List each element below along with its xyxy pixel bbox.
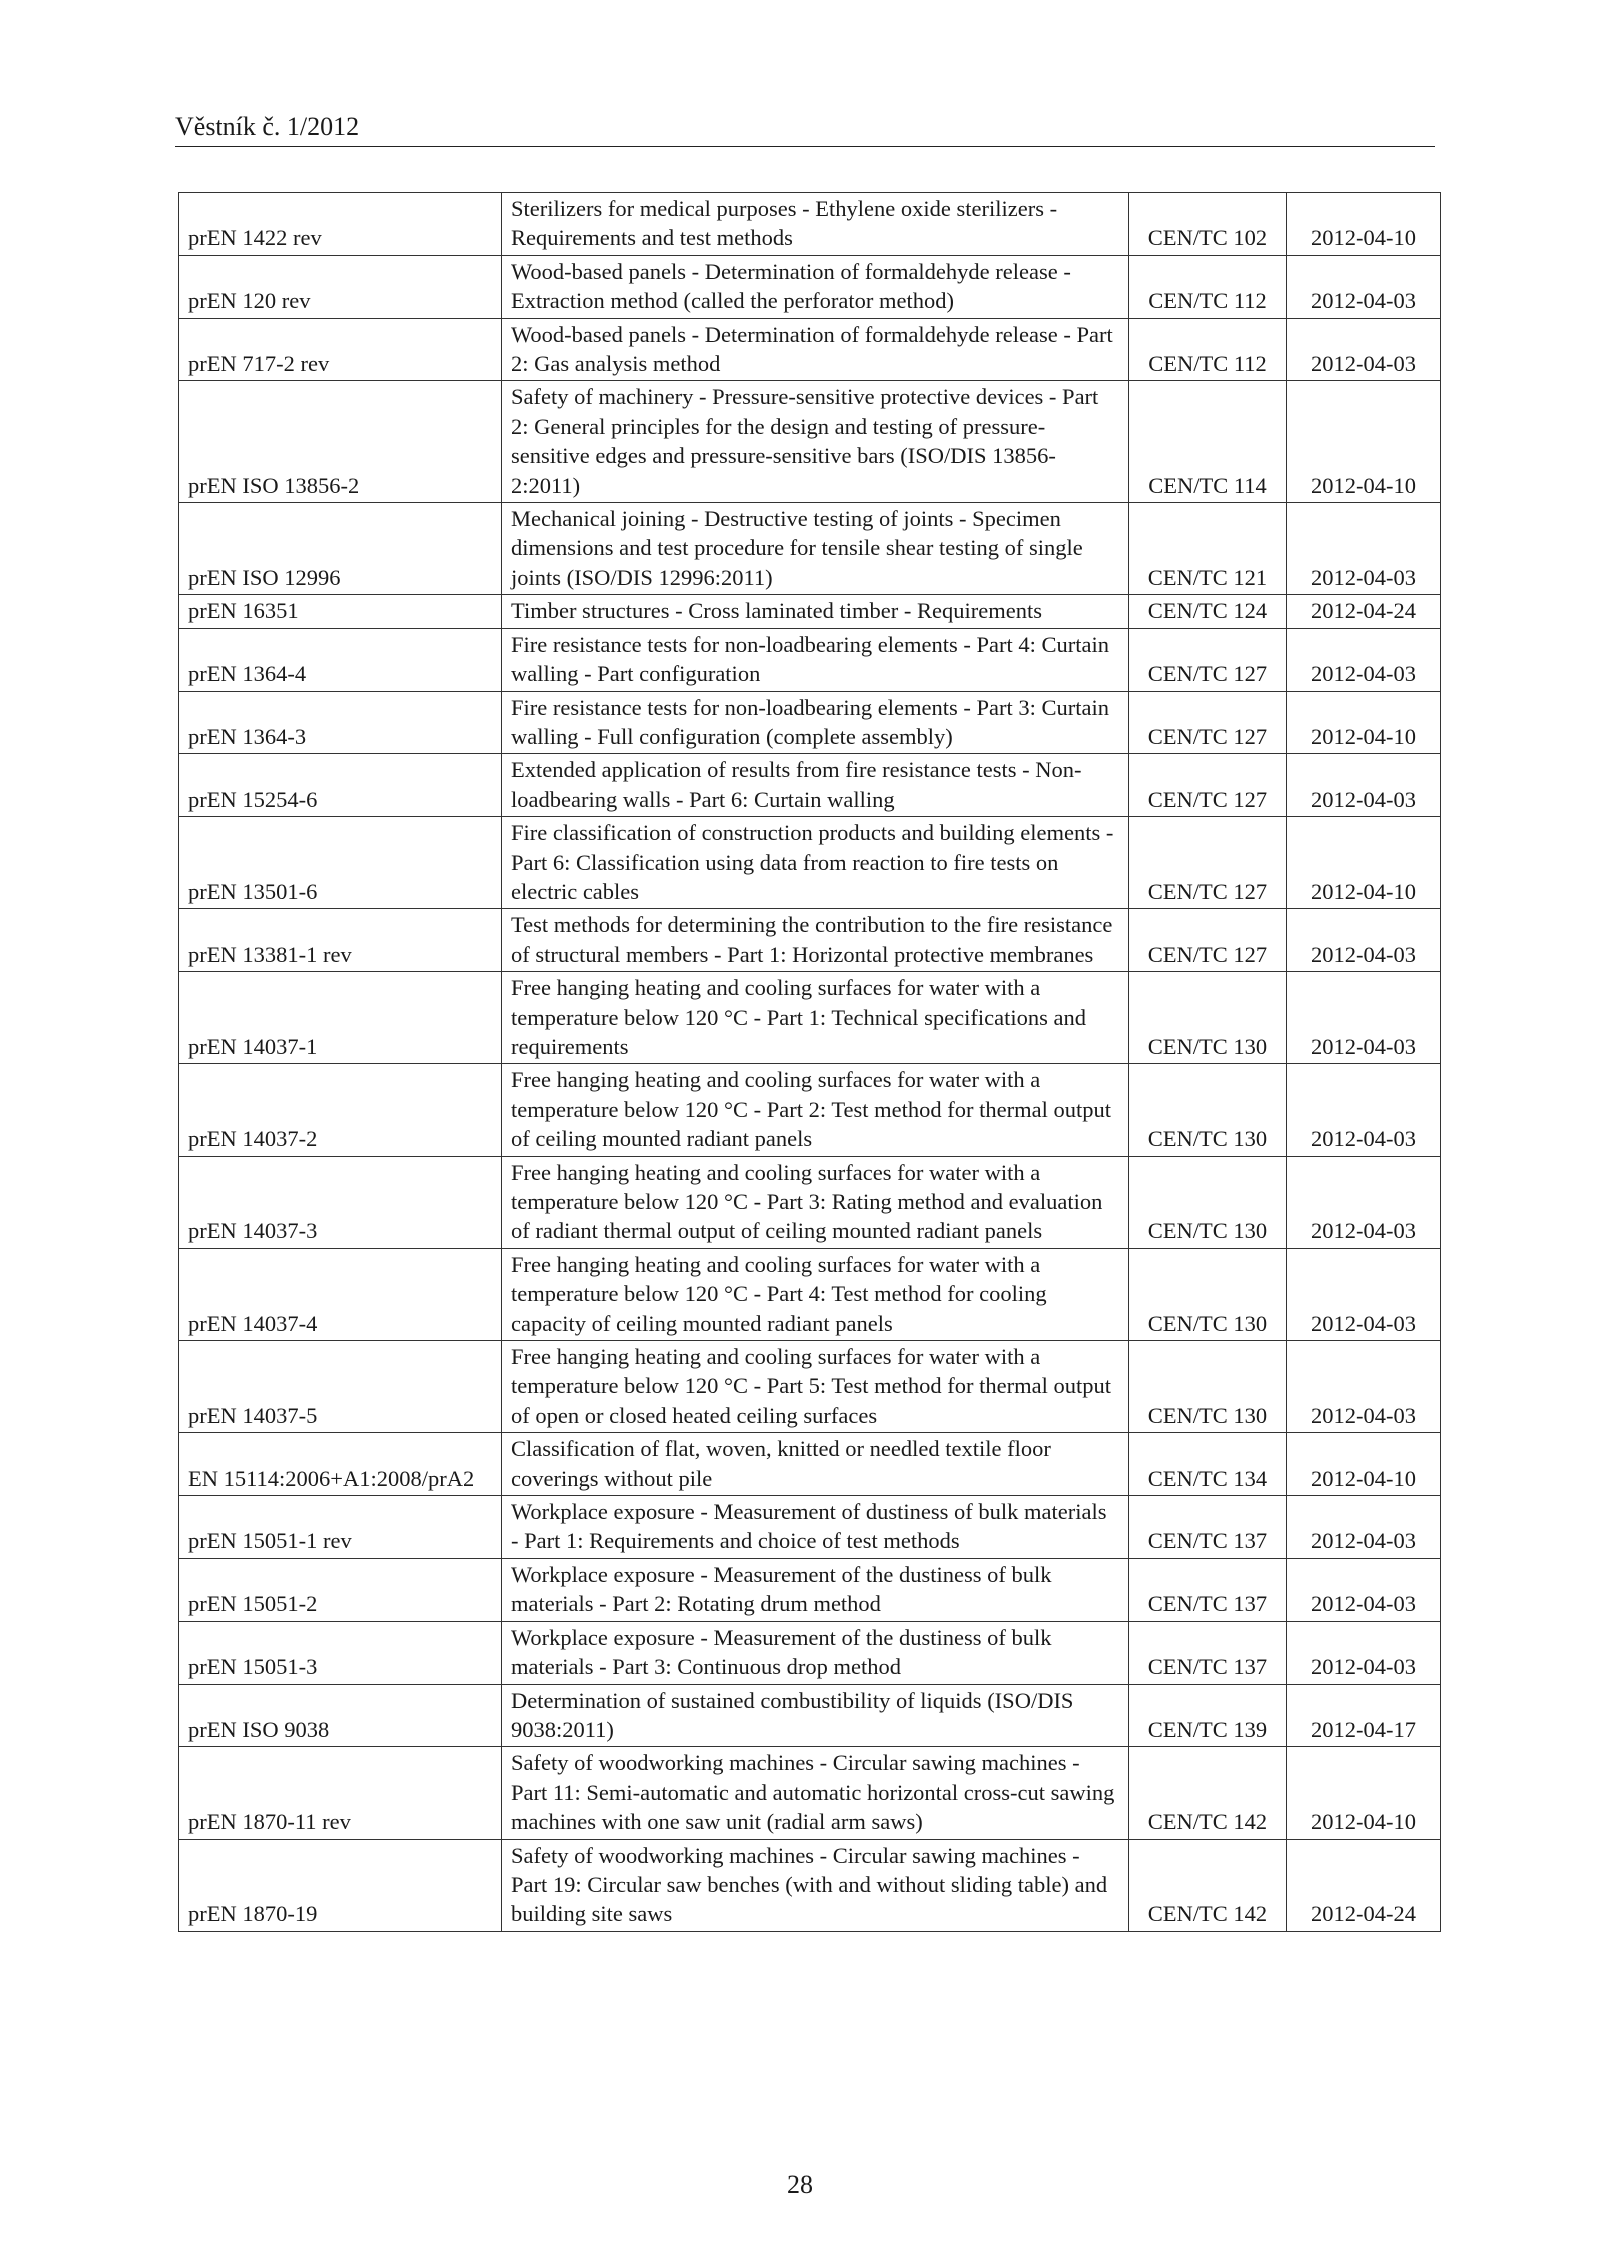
deadline-date-cell: 2012-04-03 [1287,1156,1441,1248]
deadline-date-cell: 2012-04-03 [1287,909,1441,972]
technical-committee-cell: CEN/TC 127 [1129,909,1287,972]
standard-code-cell: prEN 13501-6 [179,817,502,909]
technical-committee-cell: CEN/TC 134 [1129,1433,1287,1496]
standard-title-cell: Safety of woodworking machines - Circular sawing machines - Part 19: Circular saw benches (with and without sliding table) and building site saws [502,1839,1129,1931]
standard-code-cell: prEN 13381-1 rev [179,909,502,972]
standard-code-cell: prEN 120 rev [179,255,502,318]
standard-code-cell: prEN 15051-2 [179,1558,502,1621]
standards-table-body [179,193,1441,1932]
deadline-date-cell: 2012-04-03 [1287,503,1441,595]
technical-committee-cell: CEN/TC 137 [1129,1558,1287,1621]
standard-title-cell: Wood-based panels - Determination of formaldehyde release - Extraction method (called the perforator method) [502,255,1129,318]
standard-code-cell: prEN 14037-1 [179,972,502,1064]
technical-committee-cell: CEN/TC 130 [1129,1156,1287,1248]
deadline-date-cell: 2012-04-03 [1287,1248,1441,1340]
deadline-date-cell: 2012-04-24 [1287,595,1441,628]
standard-code-cell: prEN 14037-3 [179,1156,502,1248]
technical-committee-cell: CEN/TC 114 [1129,381,1287,503]
technical-committee-cell: CEN/TC 137 [1129,1496,1287,1559]
deadline-date-cell: 2012-04-03 [1287,318,1441,381]
deadline-date-cell: 2012-04-17 [1287,1684,1441,1747]
deadline-date-cell: 2012-04-10 [1287,817,1441,909]
standard-title-cell: Free hanging heating and cooling surfaces for water with a temperature below 120 °C - Part 4: Test method for cooling capacity of ceiling mounted radiant panels [502,1248,1129,1340]
standard-code-cell: prEN 14037-2 [179,1064,502,1156]
deadline-date-cell: 2012-04-10 [1287,1747,1441,1839]
table-row [179,754,1441,817]
table-row [179,595,1441,628]
standard-code-cell: prEN ISO 12996 [179,503,502,595]
standard-code-cell: prEN 14037-5 [179,1341,502,1433]
table-row [179,318,1441,381]
table-row [179,628,1441,691]
table-row [179,381,1441,503]
bulletin-title: Věstník č. 1/2012 [175,112,360,141]
table-row [179,1341,1441,1433]
technical-committee-cell: CEN/TC 112 [1129,255,1287,318]
table-row [179,1747,1441,1839]
standard-title-cell: Timber structures - Cross laminated timber - Requirements [502,595,1129,628]
deadline-date-cell: 2012-04-03 [1287,1558,1441,1621]
technical-committee-cell: CEN/TC 142 [1129,1747,1287,1839]
table-row [179,909,1441,972]
standard-title-cell: Safety of woodworking machines - Circular sawing machines - Part 11: Semi-automatic and automatic horizontal cross-cut sawing machines with one saw unit (radial arm saws) [502,1747,1129,1839]
standard-title-cell: Safety of machinery - Pressure-sensitive protective devices - Part 2: General principles for the design and testing of pressure-sensitive edges and pressure-sensitive bars (ISO/DIS 13856-2:2011) [502,381,1129,503]
standard-code-cell: prEN ISO 9038 [179,1684,502,1747]
standard-code-cell: prEN 1870-11 rev [179,1747,502,1839]
deadline-date-cell: 2012-04-10 [1287,1433,1441,1496]
standard-title-cell: Free hanging heating and cooling surfaces for water with a temperature below 120 °C - Part 3: Rating method and evaluation of radiant thermal output of ceiling mounted radiant panels [502,1156,1129,1248]
deadline-date-cell: 2012-04-03 [1287,1496,1441,1559]
table-row [179,972,1441,1064]
table-row [179,817,1441,909]
table-row [179,1496,1441,1559]
standard-title-cell: Fire classification of construction products and building elements - Part 6: Classification using data from reaction to fire tests on electric cables [502,817,1129,909]
standard-title-cell: Free hanging heating and cooling surfaces for water with a temperature below 120 °C - Part 2: Test method for thermal output of ceiling mounted radiant panels [502,1064,1129,1156]
deadline-date-cell: 2012-04-03 [1287,1064,1441,1156]
technical-committee-cell: CEN/TC 102 [1129,193,1287,256]
table-row [179,1684,1441,1747]
table-row [179,1064,1441,1156]
standard-title-cell: Wood-based panels - Determination of formaldehyde release - Part 2: Gas analysis method [502,318,1129,381]
technical-committee-cell: CEN/TC 130 [1129,1341,1287,1433]
standard-code-cell: EN 15114:2006+A1:2008/prA2 [179,1433,502,1496]
deadline-date-cell: 2012-04-24 [1287,1839,1441,1931]
standard-title-cell: Fire resistance tests for non-loadbearing elements - Part 3: Curtain walling - Full configuration (complete assembly) [502,691,1129,754]
technical-committee-cell: CEN/TC 142 [1129,1839,1287,1931]
deadline-date-cell: 2012-04-10 [1287,381,1441,503]
standard-title-cell: Sterilizers for medical purposes - Ethylene oxide sterilizers - Requirements and test methods [502,193,1129,256]
standards-table [178,192,1441,1932]
technical-committee-cell: CEN/TC 124 [1129,595,1287,628]
table-row [179,691,1441,754]
standard-code-cell: prEN 1364-4 [179,628,502,691]
page-number: 28 [787,2170,813,2199]
table-row [179,255,1441,318]
technical-committee-cell: CEN/TC 137 [1129,1621,1287,1684]
standard-title-cell: Classification of flat, woven, knitted or needled textile floor coverings without pile [502,1433,1129,1496]
standard-code-cell: prEN 717-2 rev [179,318,502,381]
technical-committee-cell: CEN/TC 121 [1129,503,1287,595]
deadline-date-cell: 2012-04-03 [1287,1341,1441,1433]
table-row [179,1248,1441,1340]
technical-committee-cell: CEN/TC 139 [1129,1684,1287,1747]
deadline-date-cell: 2012-04-03 [1287,1621,1441,1684]
standard-code-cell: prEN 1422 rev [179,193,502,256]
standard-title-cell: Fire resistance tests for non-loadbearing elements - Part 4: Curtain walling - Part configuration [502,628,1129,691]
standard-code-cell: prEN 15051-3 [179,1621,502,1684]
standard-title-cell: Free hanging heating and cooling surfaces for water with a temperature below 120 °C - Part 1: Technical specifications and requirements [502,972,1129,1064]
technical-committee-cell: CEN/TC 112 [1129,318,1287,381]
deadline-date-cell: 2012-04-03 [1287,754,1441,817]
table-row [179,503,1441,595]
standard-code-cell: prEN ISO 13856-2 [179,381,502,503]
standard-title-cell: Determination of sustained combustibility of liquids (ISO/DIS 9038:2011) [502,1684,1129,1747]
table-row [179,1156,1441,1248]
standard-code-cell: prEN 1870-19 [179,1839,502,1931]
table-row [179,1433,1441,1496]
standard-code-cell: prEN 15051-1 rev [179,1496,502,1559]
deadline-date-cell: 2012-04-10 [1287,691,1441,754]
technical-committee-cell: CEN/TC 127 [1129,754,1287,817]
technical-committee-cell: CEN/TC 127 [1129,628,1287,691]
deadline-date-cell: 2012-04-10 [1287,193,1441,256]
table-row [179,1621,1441,1684]
technical-committee-cell: CEN/TC 130 [1129,972,1287,1064]
standard-title-cell: Workplace exposure - Measurement of dustiness of bulk materials - Part 1: Requirements and choice of test methods [502,1496,1129,1559]
table-row [179,1558,1441,1621]
standard-title-cell: Extended application of results from fire resistance tests - Non-loadbearing walls - Part 6: Curtain walling [502,754,1129,817]
deadline-date-cell: 2012-04-03 [1287,972,1441,1064]
technical-committee-cell: CEN/TC 127 [1129,817,1287,909]
standard-title-cell: Mechanical joining - Destructive testing of joints - Specimen dimensions and test procedure for tensile shear testing of single joints (ISO/DIS 12996:2011) [502,503,1129,595]
standard-code-cell: prEN 14037-4 [179,1248,502,1340]
deadline-date-cell: 2012-04-03 [1287,255,1441,318]
page-header [175,110,1435,147]
standard-code-cell: prEN 15254-6 [179,754,502,817]
standard-title-cell: Workplace exposure - Measurement of the dustiness of bulk materials - Part 2: Rotating drum method [502,1558,1129,1621]
standard-title-cell: Free hanging heating and cooling surfaces for water with a temperature below 120 °C - Part 5: Test method for thermal output of open or closed heated ceiling surfaces [502,1341,1129,1433]
standard-code-cell: prEN 1364-3 [179,691,502,754]
table-row [179,193,1441,256]
deadline-date-cell: 2012-04-03 [1287,628,1441,691]
technical-committee-cell: CEN/TC 130 [1129,1064,1287,1156]
technical-committee-cell: CEN/TC 130 [1129,1248,1287,1340]
standard-title-cell: Test methods for determining the contribution to the fire resistance of structural members - Part 1: Horizontal protective membranes [502,909,1129,972]
standard-title-cell: Workplace exposure - Measurement of the dustiness of bulk materials - Part 3: Continuous drop method [502,1621,1129,1684]
technical-committee-cell: CEN/TC 127 [1129,691,1287,754]
standard-code-cell: prEN 16351 [179,595,502,628]
table-row [179,1839,1441,1931]
